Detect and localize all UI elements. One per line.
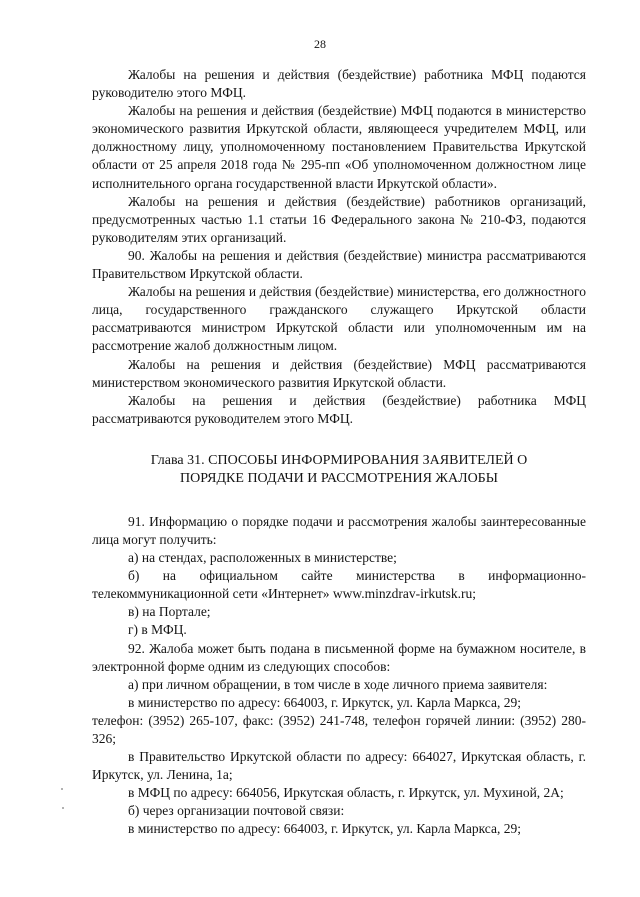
paragraph: Жалобы на решения и действия (бездействие) министерства, его должностного лица, государственного гражданского служащего Иркутской области рассматриваются министром Иркутской области или уполномоченным им на рассмотрение жалоб должностным лицом.	[92, 284, 586, 354]
page-number: 28	[314, 37, 326, 51]
list-item: а) на стендах, расположенных в министерстве;	[128, 550, 397, 566]
address-line: в МФЦ по адресу: 664056, Иркутская область, г. Иркутск, ул. Мухиной, 2А;	[128, 785, 564, 801]
list-item: а) при личном обращении, в том числе в ходе личного приема заявителя:	[128, 676, 548, 692]
paragraph: Жалобы на решения и действия (бездействие) работников организаций, предусмотренных частью 1.1 статьи 16 Федерального закона № 210-ФЗ, подаются руководителям этих организаций.	[92, 193, 586, 245]
address-line: в министерство по адресу: 664003, г. Иркутск, ул. Карла Маркса, 29;	[128, 821, 521, 837]
paragraph: 92. Жалоба может быть подана в письменной форме на бумажном носителе, в электронной форме одним из следующих способов:	[92, 640, 586, 674]
scan-speck	[61, 788, 63, 790]
paragraph: Жалобы на решения и действия (бездействие) МФЦ рассматриваются министерством экономического развития Иркутской области.	[92, 356, 586, 390]
list-item: б) через организации почтовой связи:	[128, 803, 345, 819]
chapter-heading-line: ПОРЯДКЕ ПОДАЧИ И РАССМОТРЕНИЯ ЖАЛОБЫ	[180, 471, 498, 487]
chapter-heading-line: Глава 31. СПОСОБЫ ИНФОРМИРОВАНИЯ ЗАЯВИТЕЛЕЙ О	[150, 452, 528, 468]
list-item: г) в МФЦ.	[128, 622, 187, 638]
phone-line: телефон: (3952) 265-107, факс: (3952) 241-748, телефон горячей линии: (3952) 280-326;	[92, 712, 586, 746]
paragraph: 91. Информацию о порядке подачи и рассмотрения жалобы заинтересованные лица могут получить:	[92, 513, 586, 547]
paragraph: 90. Жалобы на решения и действия (бездействие) министра рассматриваются Правительством Иркутской области.	[92, 247, 586, 282]
chapter-heading	[92, 452, 586, 489]
list-item: в) на Портале;	[128, 604, 211, 620]
scan-speck	[62, 807, 64, 809]
paragraph: Жалобы на решения и действия (бездействие) МФЦ подаются в министерство экономического развития Иркутской области, являющееся учредителем МФЦ, или должностному лицу, уполномоченному постановлением Правительства Иркутской области от 25 апреля 2018 года № 295-пп «Об уполномоченном должностном лице исполнительного органа государственной власти Иркутской области».	[92, 103, 586, 191]
paragraph: Жалобы на решения и действия (бездействие) работника МФЦ рассматриваются руководителем этого МФЦ.	[92, 392, 586, 426]
page-body	[92, 66, 586, 839]
address-line: в министерство по адресу: 664003, г. Иркутск, ул. Карла Маркса, 29;	[128, 694, 521, 710]
address-line: в Правительство Иркутской области по адресу: 664027, Иркутская область, г. Иркутск, ул. Ленина, 1а;	[92, 749, 586, 783]
list-item: б) на официальном сайте министерства в информационно-телекоммуникационной сети «Интернет» www.minzdrav-irkutsk.ru;	[92, 568, 586, 602]
paragraph: Жалобы на решения и действия (бездействие) работника МФЦ подаются руководителю этого МФЦ.	[92, 67, 586, 101]
